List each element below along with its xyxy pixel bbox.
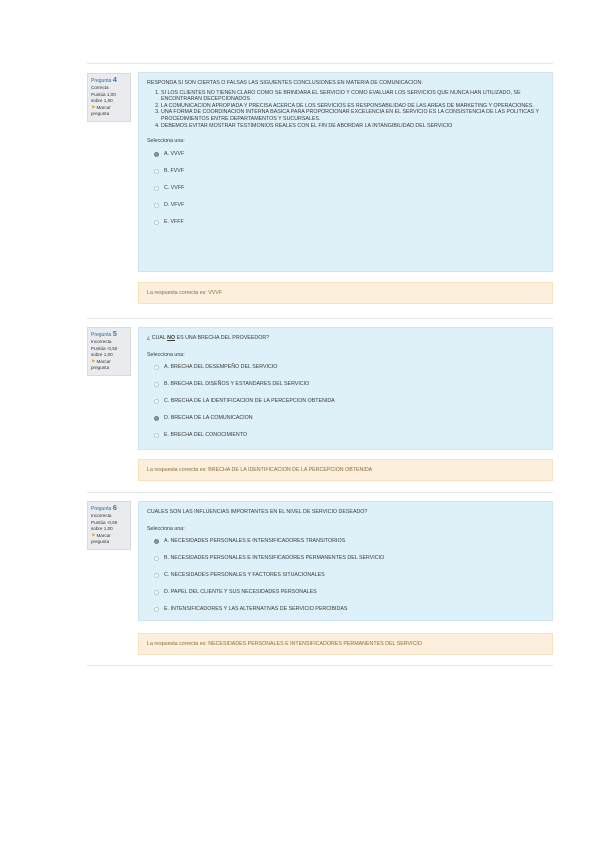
radio-button[interactable] bbox=[154, 203, 159, 208]
radio-button[interactable] bbox=[154, 399, 159, 404]
divider-q5 bbox=[87, 318, 553, 319]
answer-option[interactable] bbox=[147, 533, 544, 550]
question-state: Incorrecta bbox=[91, 513, 112, 518]
answer-option-label: E. INTENSIFICADORES Y LAS ALTERNATIVAS DE SERVICIO PERCIBIDAS bbox=[164, 606, 348, 613]
radio-button[interactable] bbox=[154, 590, 159, 595]
radio-button[interactable] bbox=[154, 382, 159, 387]
radio-button[interactable] bbox=[154, 416, 159, 421]
right-answer-text: La respuesta correcta es: NECESIDADES PERSONALES E INTENSIFICADORES PERMANENTES DEL SERVICIO bbox=[147, 641, 422, 647]
answer-option-label: D. VFVF bbox=[164, 201, 185, 208]
answer-prompt: Selecciona una: bbox=[147, 351, 185, 358]
radio-button[interactable] bbox=[154, 169, 159, 174]
answer-option[interactable] bbox=[147, 376, 544, 393]
radio-button[interactable] bbox=[154, 433, 159, 438]
radio-button[interactable] bbox=[154, 186, 159, 191]
answer-option-label: A. NECESIDADES PERSONALES E INTENSIFICADORES TRANSITORIOS bbox=[164, 538, 346, 545]
answer-option[interactable] bbox=[147, 584, 544, 601]
flag-question-label: Marcar pregunta bbox=[91, 105, 111, 116]
answer-option[interactable] bbox=[147, 359, 544, 376]
answer-option-label: D. PAPEL DEL CLIENTE Y SUS NECESIDADES PERSONALES bbox=[164, 589, 317, 596]
answer-option-label: B. BRECHA DEL DISEÑOS Y ESTANDARES DEL SERVICIO bbox=[164, 381, 310, 388]
flag-icon: ⚑ bbox=[91, 359, 96, 365]
answer-option[interactable] bbox=[147, 393, 544, 410]
question-grade: Puntúa 1,00 sobre 1,00 bbox=[91, 92, 116, 103]
flag-icon: ⚑ bbox=[91, 533, 96, 539]
question-state: Correcta bbox=[91, 85, 109, 90]
answer-option[interactable] bbox=[147, 427, 544, 444]
answer-option[interactable] bbox=[147, 214, 544, 231]
feedback-6 bbox=[138, 633, 553, 655]
question-formulation-4 bbox=[138, 72, 553, 272]
question-grade: Puntúa -0,50 sobre 1,00 bbox=[91, 346, 118, 357]
answer-option-label: C. NECESIDADES PERSONALES Y FACTORES SITUACIONALES bbox=[164, 572, 325, 579]
answer-option-label: B. FVVF bbox=[164, 167, 185, 174]
answer-option-label: C. BRECHA DE LA IDENTIFICACION DE LA PERCEPCION OBTENIDA bbox=[164, 398, 335, 405]
answer-option-label: C. VVFF bbox=[164, 184, 185, 191]
radio-button[interactable] bbox=[154, 365, 159, 370]
answer-option[interactable] bbox=[147, 601, 544, 618]
statement-item: 3. UNA FORMA DE COORDINACION INTERNA BASICA PARA PROPORCIONAR EXCELENCIA EN EL SERVICIO ES LA CONSISTENCIA DE LAS POLITICAS Y PROCEDIMIENTOS ENTRE DEPARTAMENTOS Y SUCURSALES. bbox=[161, 109, 544, 122]
question-text bbox=[147, 80, 544, 129]
radio-button[interactable] bbox=[154, 607, 159, 612]
flag-icon: ⚑ bbox=[91, 105, 96, 111]
divider-q6 bbox=[87, 492, 553, 493]
question-grade: Puntúa -0,50 sobre 1,00 bbox=[91, 520, 118, 531]
question-info-6 bbox=[87, 501, 131, 550]
flag-question-link[interactable] bbox=[91, 105, 127, 117]
answer-option-label: E. VFFF bbox=[164, 218, 184, 225]
answer-option-label: D. BRECHA DE LA COMUNICACION bbox=[164, 415, 253, 422]
radio-button[interactable] bbox=[154, 539, 159, 544]
divider-bottom bbox=[87, 665, 553, 666]
answer-option-label: B. NECESIDADES PERSONALES E INTENSIFICADORES PERMANENTES DEL SERVICIO bbox=[164, 555, 385, 562]
question-formulation-6 bbox=[138, 501, 553, 621]
answer-options bbox=[147, 359, 544, 444]
feedback-4 bbox=[138, 282, 553, 304]
answer-option-label: E. BRECHA DEL CONOCIMIENTO bbox=[164, 432, 247, 439]
answer-prompt: Selecciona una: bbox=[147, 138, 185, 145]
answer-options bbox=[147, 146, 544, 231]
answer-option[interactable] bbox=[147, 567, 544, 584]
radio-button[interactable] bbox=[154, 152, 159, 157]
question-number: Pregunta 4 bbox=[91, 75, 117, 84]
right-answer-text: La respuesta correcta es: VVVF bbox=[147, 290, 223, 296]
answer-option-label: A. BRECHA DEL DESEMPEÑO DEL SERVICIO bbox=[164, 364, 278, 371]
question-text: CUALES SON LAS INFLUENCIAS IMPORTANTES EN EL NIVEL DE SERVICIO DESEADO? bbox=[147, 509, 368, 515]
question-text-intro: RESPONDA SI SON CIERTAS O FALSAS LAS SIGUIENTES CONCLUSIONES EN MATERIA DE COMUNICACION: bbox=[147, 80, 423, 86]
question-state: Incorrecta bbox=[91, 339, 112, 344]
statement-item: 1. SI LOS CLIENTES NO TIENEN CLARO COMO SE BRINDARA EL SERVICIO Y COMO EVALUAR LOS SERVICIOS QUE NUNCA HAN UTILIZADO, SE ENCONTRARAN DECEPCIONADOS bbox=[161, 90, 544, 103]
divider-top bbox=[87, 63, 553, 64]
question-formulation-5 bbox=[138, 327, 553, 450]
negation-emphasis: NO bbox=[167, 335, 176, 341]
question-text: ¿ CUAL NO ES UNA BRECHA DEL PROVEEDOR? bbox=[147, 335, 270, 341]
radio-button[interactable] bbox=[154, 220, 159, 225]
flag-question-label: Marcar pregunta bbox=[91, 359, 111, 370]
radio-button[interactable] bbox=[154, 573, 159, 578]
answer-option[interactable] bbox=[147, 197, 544, 214]
answer-prompt: Selecciona una: bbox=[147, 525, 185, 532]
flag-question-link[interactable] bbox=[91, 359, 127, 371]
flag-question-label: Marcar pregunta bbox=[91, 533, 111, 544]
question-number: Pregunta 6 bbox=[91, 503, 117, 512]
answer-option-label: A. VVVF bbox=[164, 150, 185, 157]
answer-option[interactable] bbox=[147, 410, 544, 427]
question-info-5 bbox=[87, 327, 131, 376]
answer-option[interactable] bbox=[147, 163, 544, 180]
answer-option[interactable] bbox=[147, 550, 544, 567]
answer-option[interactable] bbox=[147, 146, 544, 163]
question-number: Pregunta 5 bbox=[91, 329, 117, 338]
statement-item: 4. DEBEMOS EVITAR MOSTRAR TESTIMONIOS REALES CON EL FIN DE ABORDAR LA INTANGIBILIDAD DEL SERVICIO bbox=[161, 123, 544, 130]
flag-question-link[interactable] bbox=[91, 533, 127, 545]
radio-button[interactable] bbox=[154, 556, 159, 561]
statement-list bbox=[147, 90, 544, 130]
right-answer-text: La respuesta correcta es: BRECHA DE LA IDENTIFICACION DE LA PERCEPCION OBTENIDA bbox=[147, 467, 373, 473]
feedback-5 bbox=[138, 459, 553, 481]
question-info-4 bbox=[87, 73, 131, 122]
statement-item: 2. LA COMUNICACION APROPIADA Y PRECISA ACERCA DE LOS SERVICIOS ES RESPONSABILIDAD DE LAS AREAS DE MARKETING Y OPERACIONES. bbox=[161, 103, 544, 110]
answer-options bbox=[147, 533, 544, 618]
answer-option[interactable] bbox=[147, 180, 544, 197]
